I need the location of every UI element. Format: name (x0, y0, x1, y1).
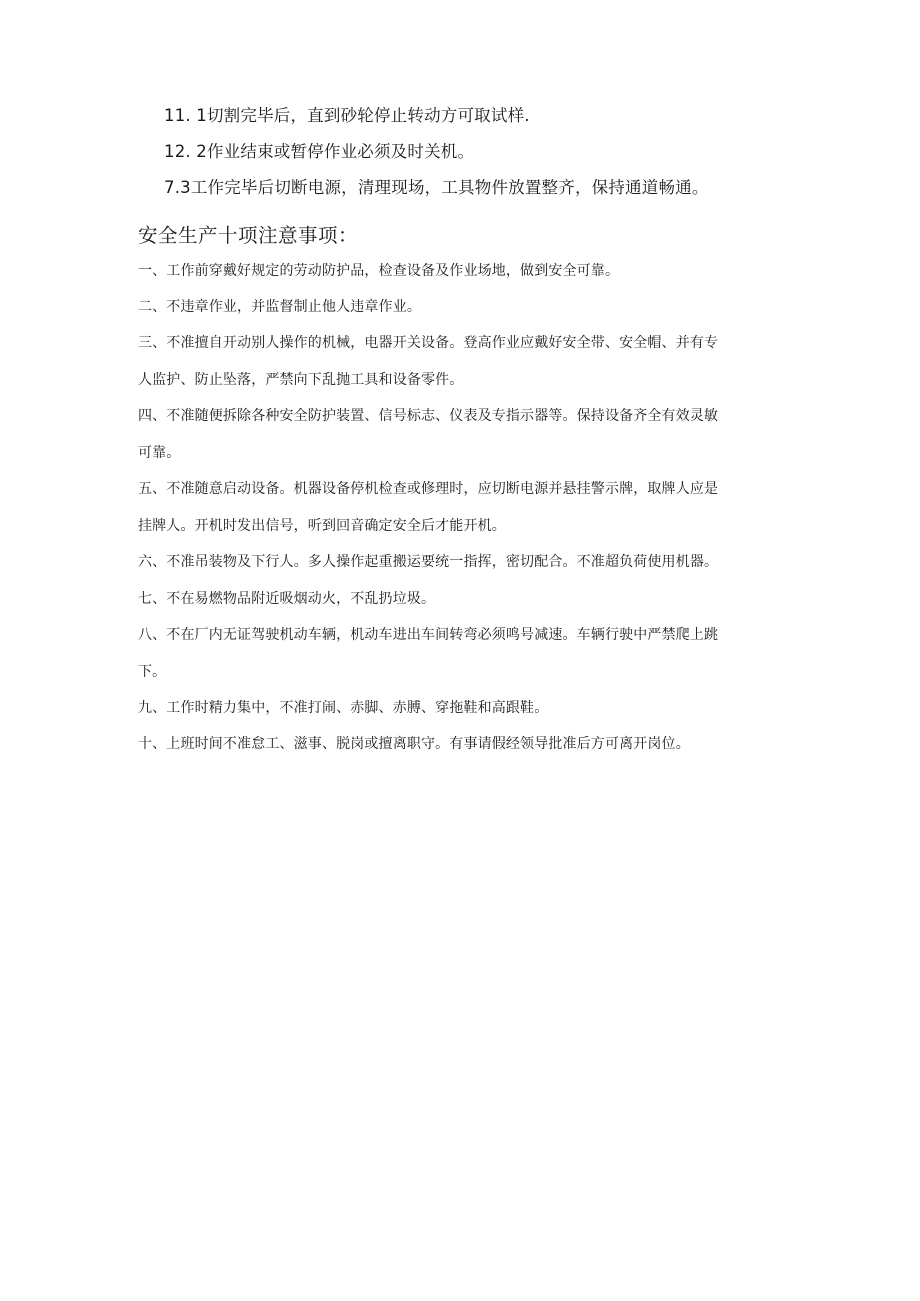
procedure-step-3: 7.3工作完毕后切断电源，清理现场，工具物件放置整齐，保持通道畅通。 (164, 178, 709, 197)
safety-item-line: 挂牌人。开机时发出信号，听到回音确定安全后才能开机。 (138, 517, 506, 534)
safety-item-line: 五、不准随意启动设备。机器设备停机检查或修理时，应切断电源并悬挂警示牌，取牌人应是 (138, 481, 719, 497)
safety-item-line: 九、工作时精力集中，不准打闹、赤脚、赤膊、穿拖鞋和高跟鞋。 (138, 700, 549, 716)
safety-item-line: 三、不准擅自开动别人操作的机械，电器开关设备。登高作业应戴好安全带、安全帽、并有专 (138, 335, 719, 351)
safety-item-9 (138, 690, 778, 727)
safety-item-5 (138, 471, 778, 544)
safety-item-line: 二、不违章作业，并监督制止他人违章作业。 (138, 299, 421, 315)
safety-item-line: 可靠。 (138, 444, 181, 461)
safety-item-line: 七、不在易燃物品附近吸烟动火，不乱扔垃圾。 (138, 591, 436, 607)
safety-item-line: 一、工作前穿戴好规定的劳动防护品，检查设备及作业场地，做到安全可靠。 (138, 263, 620, 279)
safety-item-line: 下。 (138, 663, 167, 680)
procedure-step-1: 11. 1切割完毕后，直到砂轮停止转动方可取试样. (164, 106, 530, 125)
safety-item-7 (138, 581, 778, 618)
safety-item-line: 四、不准随便拆除各种安全防护装置、信号标志、仪表及专指示器等。保持设备齐全有效灵敏 (138, 408, 719, 424)
safety-item-4 (138, 398, 778, 471)
safety-item-6 (138, 544, 778, 581)
safety-item-3 (138, 325, 778, 398)
safety-item-10 (138, 726, 778, 763)
safety-item-8 (138, 617, 778, 690)
safety-item-line: 人监护、防止坠落，严禁向下乱抛工具和设备零件。 (138, 371, 464, 388)
safety-item-line: 十、上班时间不准怠工、滋事、脱岗或擅离职守。有事请假经领导批准后方可离开岗位。 (138, 736, 690, 752)
safety-item-line: 八、不在厂内无证驾驶机动车辆，机动车进出车间转弯必须鸣号减速。车辆行驶中严禁爬上跳 (138, 627, 719, 643)
safety-item-2 (138, 289, 778, 326)
procedure-step-2: 12. 2作业结束或暂停作业必须及时关机。 (164, 142, 475, 161)
safety-item-1 (138, 253, 778, 290)
section-heading: 安全生产十项注意事项： (138, 224, 359, 247)
safety-item-line: 六、不准吊装物及下行人。多人操作起重搬运要统一指挥，密切配合。不准超负荷使用机器。 (138, 554, 719, 570)
